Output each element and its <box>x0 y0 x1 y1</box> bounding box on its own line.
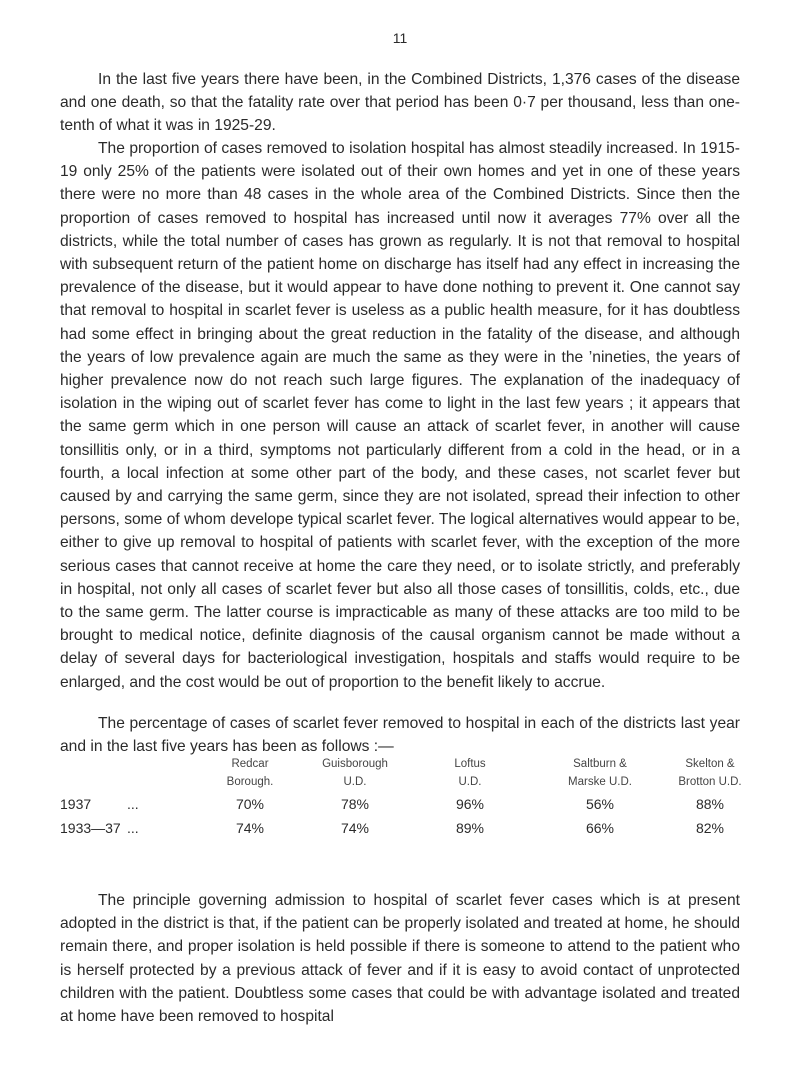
header-saltburn-sub: Marske U.D. <box>568 776 632 788</box>
paragraph-percentage-intro <box>60 712 740 758</box>
table-row <box>60 820 760 838</box>
cell-value: 89% <box>455 820 485 836</box>
cell-value: 74% <box>340 820 370 836</box>
header-skelton: Skelton & <box>685 758 735 770</box>
header-loftus: Loftus <box>454 758 486 770</box>
header-guisborough-sub: U.D. <box>343 776 367 788</box>
cell-value: 66% <box>585 820 615 836</box>
header-redcar-sub: Borough. <box>226 776 274 788</box>
table-row <box>60 796 760 814</box>
table-header-row-1 <box>60 758 760 776</box>
paragraph-text: The proportion of cases removed to isolation hospital has almost steadily increased. In 1915-19 only 25% of the patients were isolated out of their own homes and yet in one of these years there were no more than 48 cases in the whole area of the Combined Districts. Since then the proportion of cases removed to hospital has increased until now it averages 77% over all the districts, while the total number of cases has grown as regularly. It is not that removal to hospital with subsequent return of the patient home on discharge has itself had any effect in increasing the prevalence of the disease, but it would appear to have done nothing to prevent it. One cannot say that removal to hospital in scarlet fever is useless as a public health measure, for it has doubtless had some effect in bringing about the great reduction in the fatality of the disease, and although the years of low prevalence again are much the same as they were in the ’nineties, the years of higher prevalence now do not reach such large figures. The explanation of the inadequacy of isolation in the wiping out of scarlet fever has come to light in the last few years ; it appears that the same germ which in one person will cause an attack of scarlet fever, in another will cause tonsillitis only, or in a third, symptoms not particularly different from a cold in the head, or in a fourth, a local infection at some other part of the body, and these cases, not scarlet fever but caused by and carrying the same germ, since they are not isolated, spread their infection to other persons, some of whom develope typical scarlet fever. The logical alternatives would appear to be, either to give up removal to hospital of patients with scarlet fever, with the exception of the more serious cases that cannot receive at home the care they need, or to isolate strictly, and preferably in hospital, not only all cases of scarlet fever but also all those cases of tonsillitis, colds, etc., due to the same germ. The latter course is impracticable as many of these attacks are too mild to be brought to medical notice, definite diagnosis of the causal organism cannot be made without a delay of several days for bacteriological investigation, hospitals and staffs would require to be enlarged, and the cost would be out of proportion to the benefit likely to accrue. <box>60 140 740 691</box>
cell-value: 56% <box>585 796 615 812</box>
header-guisborough: Guisborough <box>322 758 388 770</box>
removal-percentage-table <box>60 758 760 838</box>
paragraph-text: The percentage of cases of scarlet fever removed to hospital in each of the districts last year and in the last five years has been as follows :— <box>60 715 740 756</box>
header-redcar: Redcar <box>231 758 269 770</box>
page-number: 11 <box>392 30 408 46</box>
header-skelton-sub: Brotton U.D. <box>678 776 742 788</box>
row-label-1933-37: 1933—37 <box>60 820 121 836</box>
cell-value: 70% <box>235 796 265 812</box>
paragraph-admission-principle <box>60 889 740 1028</box>
header-saltburn: Saltburn & <box>573 758 627 770</box>
cell-value: 74% <box>235 820 265 836</box>
paragraph-text: The principle governing admission to hospital of scarlet fever cases which is at present adopted in the district is that, if the patient can be properly isolated and treated at home, he should remain there, and proper isolation is held possible if there is someone to attend to the patient who is herself protected by a previous attack of fever and if it is easy to avoid contact of unprotected children with the patient. Doubtless some cases that could be with advantage isolated and treated at home have been removed to hospital <box>60 892 740 1026</box>
table-header-row-2 <box>60 776 760 794</box>
paragraph-text: In the last five years there have been, in the Combined Districts, 1,376 cases of the disease and one death, so that the fatality rate over that period has been 0·7 per thousand, less than one-tenth of what it was in 1925-29. <box>60 71 740 135</box>
row-leader-dots: ... <box>127 820 139 836</box>
paragraph-five-year-fatality <box>60 68 740 138</box>
row-leader-dots: ... <box>127 796 139 812</box>
header-loftus-sub: U.D. <box>458 776 482 788</box>
cell-value: 82% <box>695 820 725 836</box>
row-label-1937: 1937 <box>60 796 92 812</box>
paragraph-isolation-hospital <box>60 137 740 694</box>
cell-value: 88% <box>695 796 725 812</box>
cell-value: 96% <box>455 796 485 812</box>
cell-value: 78% <box>340 796 370 812</box>
